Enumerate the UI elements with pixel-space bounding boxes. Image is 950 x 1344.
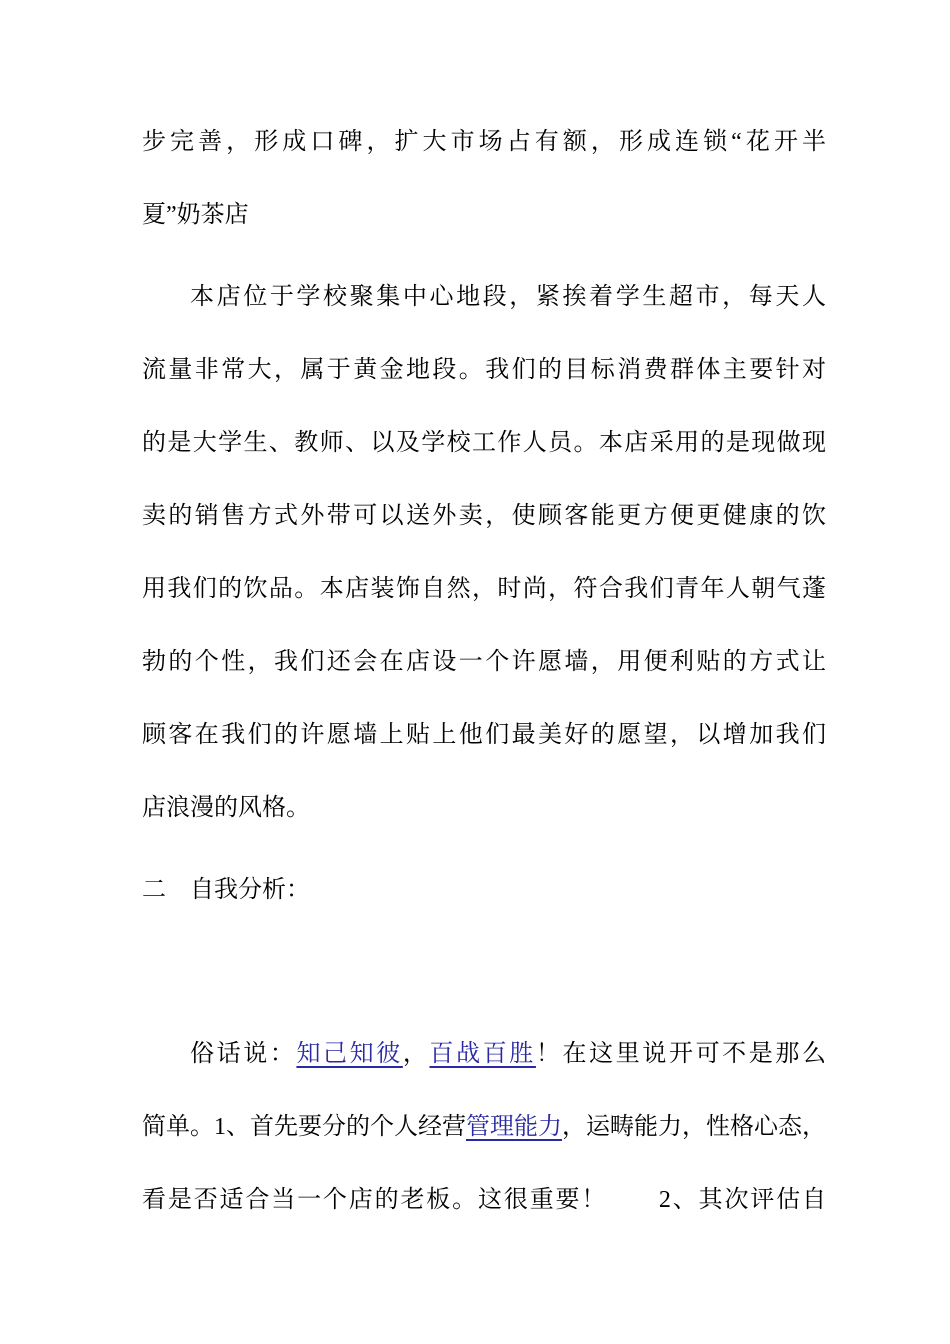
text-segment: ，运畴能力，性格心态， (562, 1114, 826, 1140)
text-segment: ， (402, 1041, 430, 1067)
text-segment: 步完善，形成口碑，扩大市场占有额，形成连锁“花开半 (142, 129, 826, 155)
paragraph-empty-spacer (142, 936, 826, 1009)
text-segment: 顾客在我们的许愿墙上贴上他们最美好的愿望，以增加我们 (142, 722, 826, 748)
text-line (142, 699, 826, 772)
text-line (142, 553, 826, 626)
text-segment: 勃的个性，我们还会在店设一个许愿墙，用便利贴的方式让 (142, 649, 826, 675)
paragraph-self-analysis-body (142, 1018, 826, 1237)
link-zhi-ji-zhi-bi[interactable]: 知己知彼 (296, 1041, 403, 1067)
text-line (142, 854, 826, 927)
text-segment: 用我们的饮品。本店装饰自然，时尚，符合我们青年人朝气蓬 (142, 576, 826, 602)
text-line (142, 1018, 826, 1091)
text-segment: 看是否适合当一个店的老板。这很重要！ 2、其次评估自 (142, 1187, 826, 1213)
text-segment: 的是大学生、教师、以及学校工作人员。本店采用的是现做现 (142, 430, 826, 456)
paragraph-shop-location-description (142, 261, 826, 845)
text-segment: ！在这里说开可不是那么 (535, 1041, 827, 1067)
paragraph-brand-goal-continuation (142, 106, 826, 252)
link-guan-li-neng-li[interactable]: 管理能力 (466, 1114, 562, 1140)
text-line (142, 106, 826, 179)
text-segment: 店浪漫的风格。 (142, 795, 310, 821)
text-line (142, 626, 826, 699)
heading-section-two-self-analysis (142, 854, 826, 927)
text-line (142, 334, 826, 407)
text-line (142, 1164, 826, 1237)
text-line (142, 772, 826, 845)
text-segment: 简单。1、首先要分的个人经营 (142, 1114, 466, 1140)
text-line (142, 261, 826, 334)
text-line (142, 407, 826, 480)
text-line (142, 936, 826, 1009)
text-segment: 卖的销售方式外带可以送外卖，使顾客能更方便更健康的饮 (142, 503, 826, 529)
text-segment: 夏”奶茶店 (142, 202, 249, 228)
text-segment: 俗话说： (190, 1041, 297, 1067)
text-segment: 流量非常大，属于黄金地段。我们的目标消费群体主要针对 (142, 357, 826, 383)
text-segment: 本店位于学校聚集中心地段，紧挨着学生超市，每天人 (190, 284, 826, 310)
text-segment: 二 自我分析： (142, 877, 310, 903)
document-content (142, 106, 826, 1237)
text-line (142, 179, 826, 252)
text-line (142, 1091, 826, 1164)
text-line (142, 480, 826, 553)
link-bai-zhan-bai-sheng[interactable]: 百战百胜 (429, 1041, 536, 1067)
